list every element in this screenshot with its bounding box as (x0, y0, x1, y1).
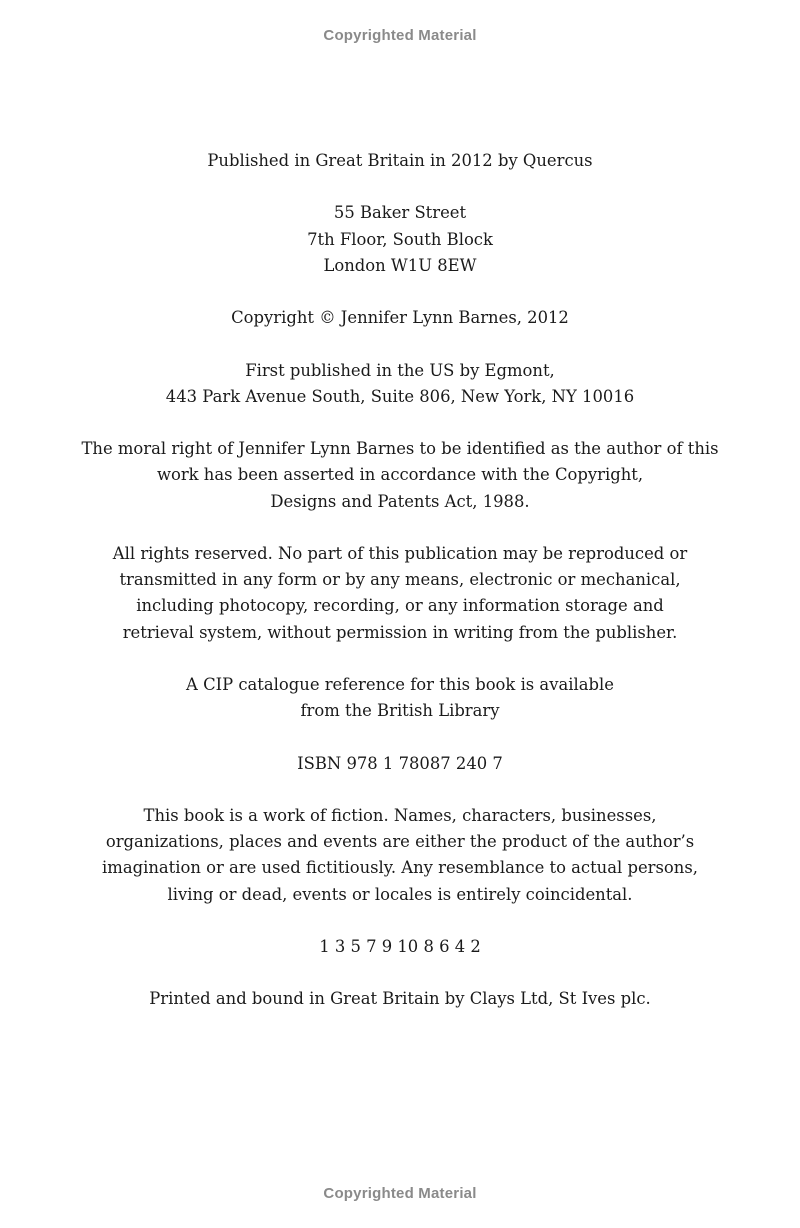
moral-rights (0, 436, 800, 515)
fiction-disclaimer (0, 803, 800, 908)
text-line: Printed and bound in Great Britain by Clays Ltd, St Ives plc. (149, 989, 651, 1009)
text-line: 7th Floor, South Block (307, 229, 493, 249)
copyright-page (0, 148, 800, 1039)
watermark-top: Copyrighted Material (323, 27, 477, 44)
text-line: ISBN 978 1 78087 240 7 (297, 753, 503, 773)
text-line: work has been asserted in accordance with the Copyright, (156, 465, 644, 485)
rights-reserved (0, 541, 800, 646)
cip-catalogue (0, 672, 800, 724)
text-line: living or dead, events or locales is entirely coincidental. (167, 884, 633, 904)
printer-statement (0, 986, 800, 1012)
text-line: The moral right of Jennifer Lynn Barnes to be identified as the author of this (81, 439, 719, 459)
text-line: Copyright © Jennifer Lynn Barnes, 2012 (231, 308, 569, 328)
text-line: retrieval system, without permission in writing from the publisher. (122, 622, 678, 642)
text-line: transmitted in any form or by any means, electronic or mechanical, (119, 570, 681, 590)
text-line: Published in Great Britain in 2012 by Quercus (207, 151, 593, 170)
text-line: from the British Library (300, 701, 500, 721)
text-line: All rights reserved. No part of this publication may be reproduced or (112, 543, 688, 563)
text-line: imagination or are used fictitiously. Any resemblance to actual persons, (102, 858, 698, 878)
isbn (0, 751, 800, 777)
text-line: This book is a work of fiction. Names, characters, businesses, (143, 805, 657, 825)
text-line: 1 3 5 7 9 10 8 6 4 2 (319, 936, 481, 956)
text-line: Designs and Patents Act, 1988. (270, 491, 530, 511)
text-line: organizations, places and events are either the product of the author’s (105, 832, 695, 852)
publisher-address (0, 200, 800, 279)
text-line: London W1U 8EW (323, 255, 477, 275)
text-line: First published in the US by Egmont, (245, 360, 555, 380)
copyright-notice (0, 305, 800, 331)
printer-key (0, 934, 800, 960)
us-publication (0, 358, 800, 410)
text-line: 443 Park Avenue South, Suite 806, New York, NY 10016 (165, 386, 635, 406)
text-line: including photocopy, recording, or any information storage and (136, 596, 664, 616)
text-line: A CIP catalogue reference for this book is available (186, 674, 614, 694)
text-line: 55 Baker Street (333, 203, 467, 223)
publisher-statement (0, 148, 800, 174)
watermark-bottom: Copyrighted Material (323, 1185, 477, 1202)
